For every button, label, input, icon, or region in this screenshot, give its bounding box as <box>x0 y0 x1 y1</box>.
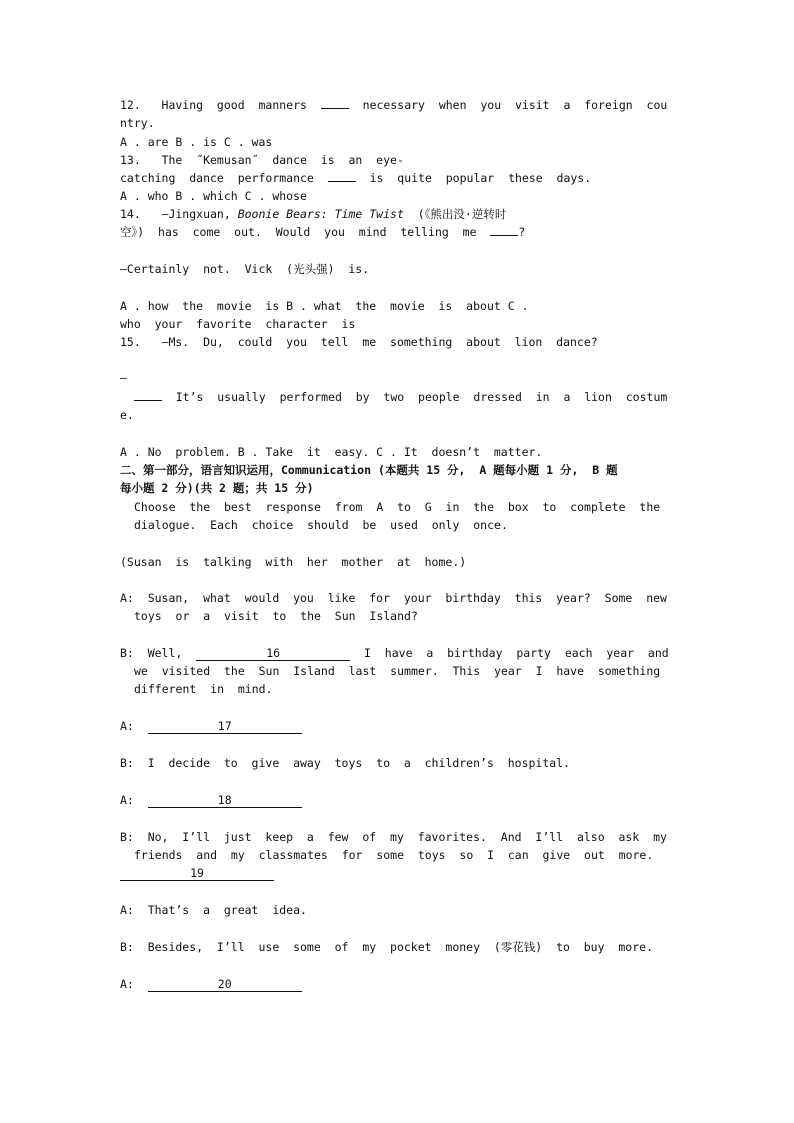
q13-stem-line1: 13. The ˝Kemusan˝ dance is an eye- <box>120 153 404 167</box>
dialogue-b1-line3: different in mind. <box>134 682 273 696</box>
q13-stem-part1: catching dance performance <box>120 171 314 185</box>
blank-18-number: 18 <box>217 793 232 807</box>
q15-blank[interactable] <box>134 388 162 401</box>
q15-options: A . No problem. B . Take it easy. C . It doesn’t matter. <box>120 445 543 459</box>
instructions-line1: Choose the best response from A to G in the box to complete the <box>134 500 661 514</box>
q12-stem <box>120 96 667 114</box>
q14-options-line2: who your favorite character is <box>120 317 356 331</box>
dialogue-b3-line2: friends and my classmates for some toys so I can give out more. <box>134 848 654 862</box>
q12-stem-part1: 12. Having good manners <box>120 98 307 112</box>
q15-dash: — <box>120 371 127 385</box>
dialogue-a5-speaker: A: <box>120 977 134 991</box>
blank-19-number: 19 <box>190 866 204 880</box>
section-prefix: 二、第一部分，语言知识运用， <box>120 463 281 477</box>
dialogue-b1-speaker: B: Well, <box>120 646 183 660</box>
blank-19[interactable] <box>120 866 274 881</box>
instructions-line2: dialogue. Each choice should be used only once. <box>134 518 508 532</box>
q15-stem: 15. —Ms. Du, could you tell me something about lion dance? <box>120 335 598 349</box>
q14-blank[interactable] <box>490 223 518 236</box>
q14-chinese-title: (《熊出没·逆转时 <box>403 207 507 221</box>
section-name: Communication <box>281 463 372 477</box>
q12-options: A . are B . is C . was <box>120 135 273 149</box>
dialogue-a2-speaker: A: <box>120 719 134 733</box>
section-heading <box>120 461 618 479</box>
blank-16[interactable] <box>196 646 350 661</box>
dialogue-a1-line1: A: Susan, what would you like for your birthday this year? Some new <box>120 591 667 605</box>
q14-number: 14. —Jingxuan, <box>120 207 238 221</box>
q14-reply: —Certainly not. Vick (光头强) is. <box>120 262 370 276</box>
q14-stem-line2 <box>120 223 525 241</box>
dialogue-a2 <box>120 717 302 735</box>
blank-18[interactable] <box>148 793 302 808</box>
dialogue-b2: B: I decide to give away toys to a children’s hospital. <box>120 756 571 770</box>
dialogue-a5 <box>120 975 302 993</box>
q12-stem-part2: necessary when you visit a foreign cou <box>362 98 668 112</box>
blank-17-number: 17 <box>217 719 232 733</box>
q13-stem-part2: is quite popular these days. <box>369 171 592 185</box>
blank-17[interactable] <box>148 719 302 734</box>
dialogue-b1-line1 <box>120 644 669 662</box>
q14-stem-line1 <box>120 205 506 223</box>
dialogue-a3 <box>120 791 302 809</box>
q15-reply <box>120 388 667 406</box>
q13-blank[interactable] <box>328 169 356 182</box>
dialogue-b4: B: Besides, I’ll use some of my pocket money (零花钱) to buy more. <box>120 940 653 954</box>
dialogue-b3-line3 <box>120 864 274 882</box>
dialogue-b1-line2: we visited the Sun Island last summer. This year I have something <box>134 664 661 678</box>
dialogue-scene: (Susan is talking with her mother at home.) <box>120 555 467 569</box>
dialogue-a1-line2: toys or a visit to the Sun Island? <box>134 609 418 623</box>
q13-stem-line2 <box>120 169 591 187</box>
q14-question-mark: ? <box>518 225 526 239</box>
blank-16-number: 16 <box>266 646 281 660</box>
q15-reply-cont: e. <box>120 408 134 422</box>
section-score: (本题共 15 分, A 题每小题 1 分, B 题 <box>371 463 618 477</box>
q13-options: A . who B . which C . whose <box>120 189 307 203</box>
q12-stem-cont: ntry. <box>120 116 155 130</box>
blank-20[interactable] <box>148 977 302 992</box>
q14-stem-text: 空》) has come out. Would you mind telling me <box>120 225 477 239</box>
dialogue-a3-speaker: A: <box>120 793 134 807</box>
dialogue-b3-line1: B: No, I’ll just keep a few of my favorites. And I’ll also ask my <box>120 830 667 844</box>
q14-movie-title: Boonie Bears: Time Twist <box>237 207 404 221</box>
q15-reply-text: It’s usually performed by two people dressed in a lion costum <box>175 390 668 404</box>
blank-20-number: 20 <box>217 977 232 991</box>
dialogue-b1-text: I have a birthday party each year and <box>364 646 669 660</box>
dialogue-a4: A: That’s a great idea. <box>120 903 307 917</box>
section-heading-line2: 每小题 2 分)(共 2 题；共 15 分) <box>120 481 314 495</box>
q12-blank[interactable] <box>321 96 349 109</box>
q14-options-line1: A . how the movie is B . what the movie is about C . <box>120 299 529 313</box>
